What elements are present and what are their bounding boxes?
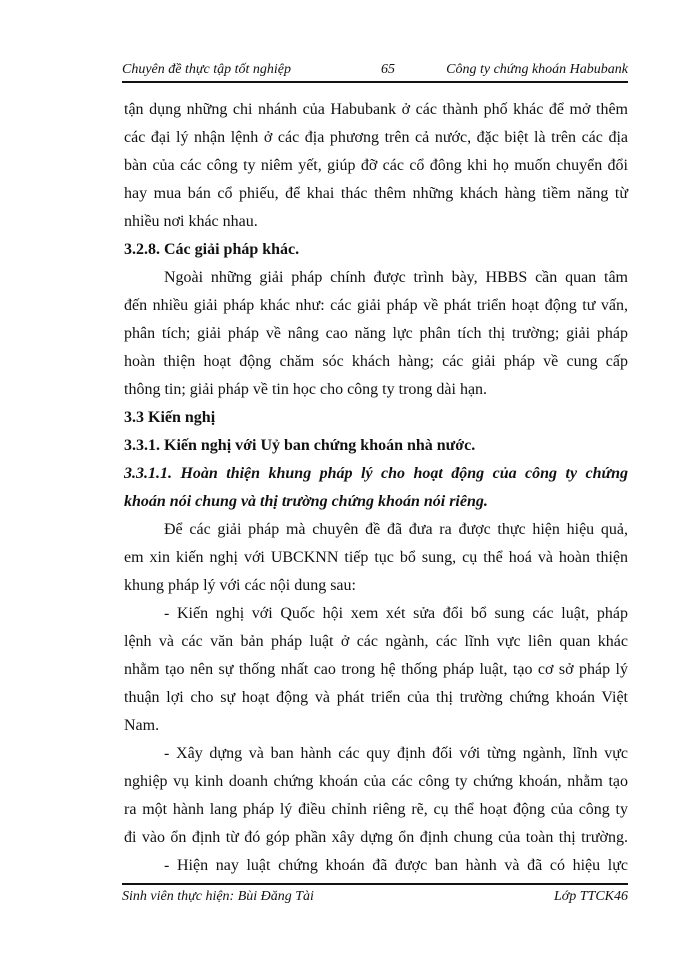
header-right-title: Công ty chứng khoán Habubank [446, 62, 628, 77]
paragraph-line: tận dụng những chi nhánh của Habubank ở các thành phố khác để mở thêm [124, 101, 628, 118]
paragraph-line: Để các giải pháp mà chuyên đề đã đưa ra được thực hiện hiệu quả, [164, 521, 628, 538]
page-number: 65 [381, 62, 395, 77]
paragraph-line: Nam. [124, 717, 160, 734]
section-heading-line: 3.3.1.1. Hoàn thiện khung pháp lý cho hoạt động của công ty chứng [124, 465, 628, 482]
paragraph-line: nhiều nơi khác nhau. [124, 213, 258, 230]
footer-divider [122, 883, 628, 885]
footer-author: Sinh viên thực hiện: Bùi Đăng Tài [122, 889, 314, 904]
page-footer [122, 889, 628, 909]
header-left-title: Chuyên đề thực tập tốt nghiệp [122, 62, 291, 77]
page-header [122, 62, 628, 82]
paragraph-line: các đại lý nhận lệnh ở các địa phương trên cả nước, đặc biệt là trên các địa [124, 129, 628, 146]
document-body [124, 96, 628, 880]
paragraph-line: - Kiến nghị với Quốc hội xem xét sửa đổi bổ sung các luật, pháp [164, 605, 628, 622]
paragraph-line: bàn của các công ty niêm yết, giúp đỡ các cổ đông khi họ muốn chuyển đổi [124, 157, 628, 174]
paragraph-line: đến nhiều giải pháp khác như: các giải pháp về phát triển hoạt động tư vấn, [124, 297, 628, 314]
paragraph-line: phân tích; giải pháp về nâng cao năng lực phân tích thị trường; giải pháp [124, 325, 628, 342]
paragraph-line: - Xây dựng và ban hành các quy định đối với từng ngành, lĩnh vực [164, 745, 628, 762]
section-heading-line: khoán nói chung và thị trường chứng khoán nói riêng. [124, 493, 488, 510]
footer-class: Lớp TTCK46 [553, 889, 628, 904]
section-heading-line: 3.3 Kiến nghị [124, 409, 216, 426]
paragraph-line: lệnh và các văn bản pháp luật ở các ngành, các lĩnh vực liên quan khác [124, 633, 628, 650]
section-heading-line: 3.3.1. Kiến nghị với Uỷ ban chứng khoán nhà nước. [124, 437, 476, 454]
paragraph-line: em xin kiến nghị với UBCKNN tiếp tục bổ sung, cụ thể hoá và hoàn thiện [124, 549, 628, 566]
paragraph-line: hoàn thiện hoạt động chăm sóc khách hàng; các giải pháp về cung cấp [124, 353, 628, 370]
paragraph-line: nhằm tạo nên sự thống nhất cao trong hệ thống pháp luật, tạo cơ sở pháp lý [124, 661, 628, 678]
paragraph-line: ra một hành lang pháp lý điều chỉnh riêng rẽ, cụ thể hoạt động của công ty [124, 801, 628, 818]
paragraph-line: khung pháp lý với các nội dung sau: [124, 577, 356, 594]
header-divider [122, 81, 628, 83]
paragraph-line: thông tin; giải pháp về tin học cho công ty trong dài hạn. [124, 381, 488, 398]
paragraph-line: đi vào ổn định từ đó góp phần xây dựng ổn định chung của toàn thị trường. [124, 829, 628, 846]
paragraph-line: Ngoài những giải pháp chính được trình bày, HBBS cần quan tâm [164, 269, 628, 286]
paragraph-line: thuận lợi cho sự hoạt động và phát triển của thị trường chứng khoán Việt [124, 689, 628, 706]
paragraph-line: hay mua bán cổ phiếu, để khai thác thêm những khách hàng tiềm năng từ [124, 185, 628, 202]
section-heading-line: 3.2.8. Các giải pháp khác. [124, 241, 300, 258]
paragraph-line: - Hiện nay luật chứng khoán đã được ban hành và đã có hiệu lực [164, 857, 628, 874]
paragraph-line: nghiệp vụ kinh doanh chứng khoán của các công ty chứng khoán, nhằm tạo [124, 773, 628, 790]
